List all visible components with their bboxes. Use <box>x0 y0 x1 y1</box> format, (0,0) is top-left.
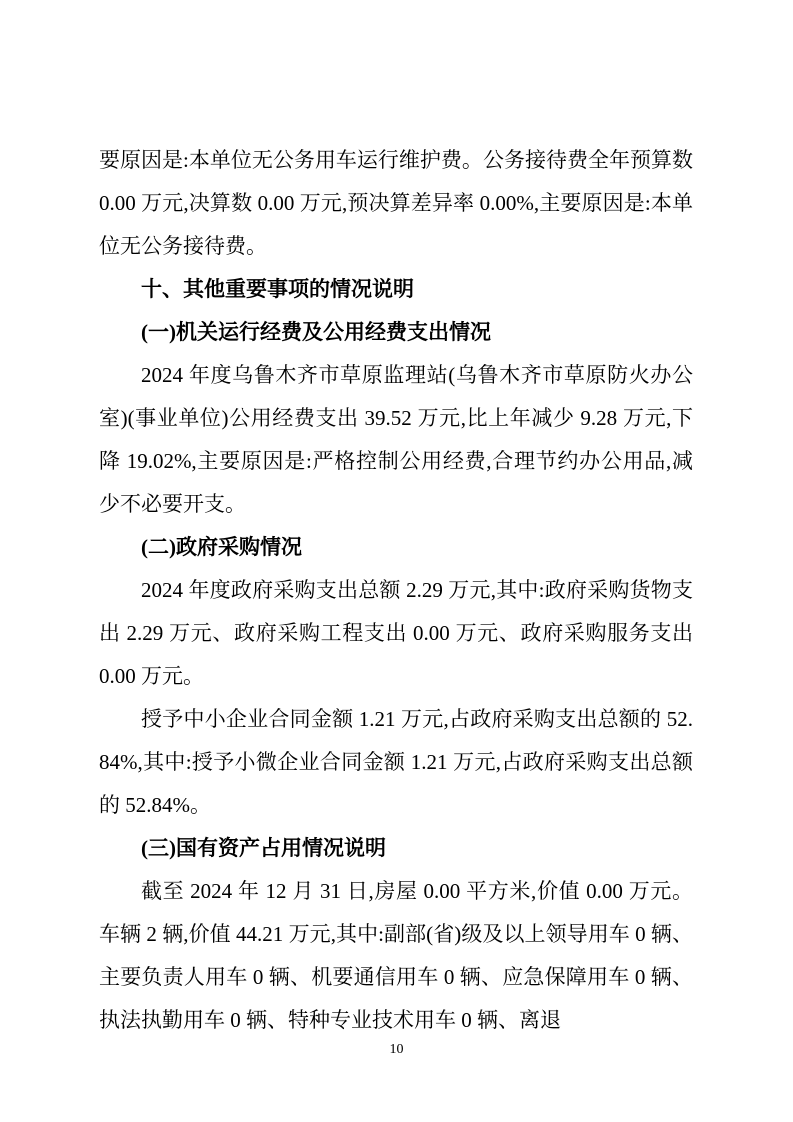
heading-subsection-two: (二)政府采购情况 <box>141 535 302 559</box>
heading-subsection-one: (一)机关运行经费及公用经费支出情况 <box>141 320 491 344</box>
paragraph-sme-contracts: 授予中小企业合同金额 1.21 万元,占政府采购支出总额的 52.84%,其中:授予小微企业合同金额 1.21 万元,占政府采购支出总额的 52.84%。 <box>99 707 693 817</box>
heading-section-ten: 十、其他重要事项的情况说明 <box>141 278 414 301</box>
document-body <box>99 139 693 1042</box>
heading-subsection-three: (三)国有资产占用情况说明 <box>141 836 386 860</box>
paragraph-procurement-total: 2024 年度政府采购支出总额 2.29 万元,其中:政府采购货物支出 2.29 万元、政府采购工程支出 0.00 万元、政府采购服务支出 0.00 万元。 <box>99 578 693 688</box>
page-number: 10 <box>389 1042 404 1057</box>
paragraph-operating-expenses: 2024 年度乌鲁木齐市草原监理站(乌鲁木齐市草原防火办公室)(事业单位)公用经费支出 39.52 万元,比上年减少 9.28 万元,下降 19.02%,主要原因是:严格控制公用经费,合理节约办公用品,减少不必要开支。 <box>99 363 693 516</box>
paragraph-vehicle-reception-continuation: 要原因是:本单位无公务用车运行维护费。公务接待费全年预算数 0.00 万元,决算数 0.00 万元,预决算差异率 0.00%,主要原因是:本单位无公务接待费。 <box>99 148 693 258</box>
paragraph-state-assets: 截至 2024 年 12 月 31 日,房屋 0.00 平方米,价值 0.00 万元。车辆 2 辆,价值 44.21 万元,其中:副部(省)级及以上领导用车 0 辆、主要负责人用车 0 辆、机要通信用车 0 辆、应急保障用车 0 辆、执法执勤用车 0 辆、特种专业技术用车 0 辆、离退 <box>99 879 693 1032</box>
